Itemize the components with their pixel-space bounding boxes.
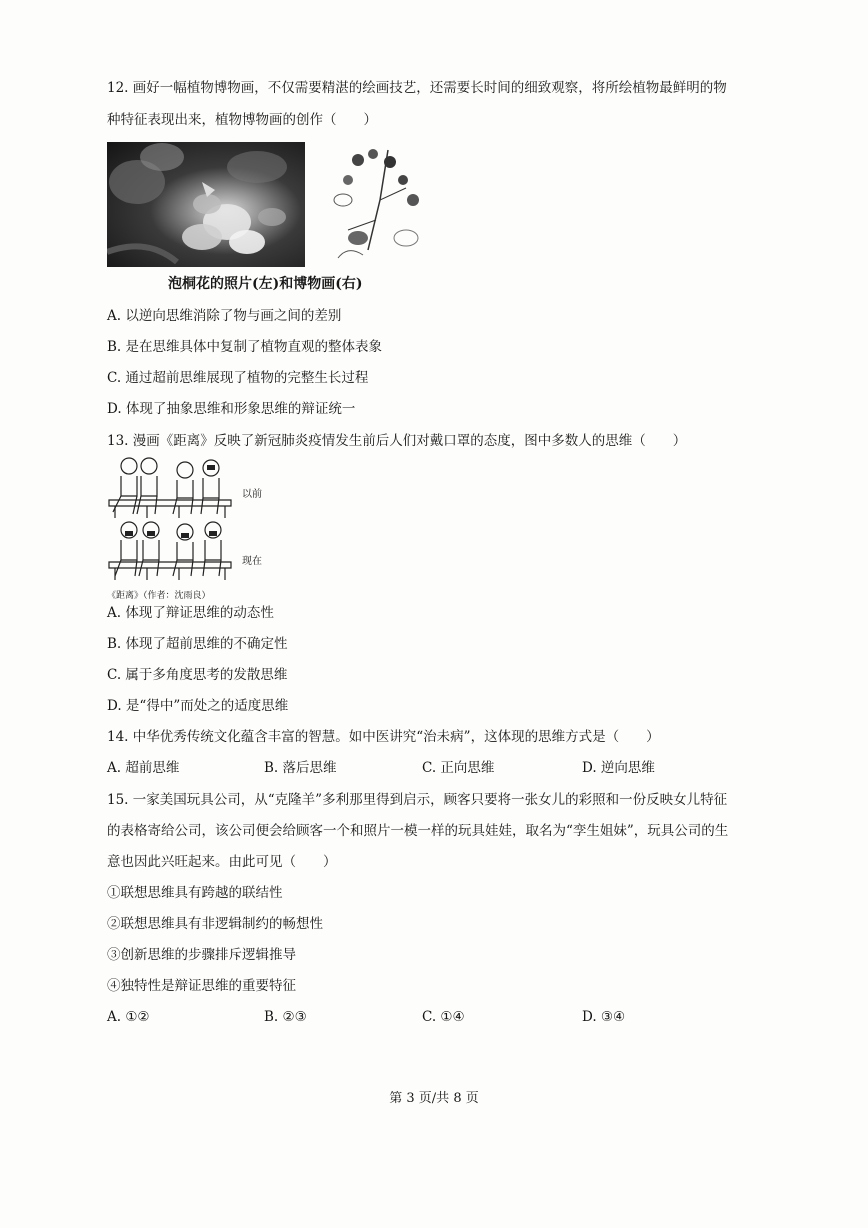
label-now: 现在 — [242, 556, 262, 567]
q14-option-b: B. 落后思维 — [264, 760, 337, 776]
q13-option-c: C. 属于多角度思考的发散思维 — [107, 667, 288, 683]
q12-stem-line2: 种特征表现出来，植物博物画的创作（ ） — [107, 112, 377, 128]
cartoon-now — [107, 518, 237, 586]
q15-option-c: C. ①④ — [422, 1009, 465, 1025]
q14-option-a: A. 超前思维 — [107, 760, 180, 776]
paulownia-photo — [107, 142, 305, 267]
q15-item-3: ③创新思维的步骤排斥逻辑推导 — [107, 947, 296, 963]
page-footer: 第 3 页/共 8 页 — [389, 1091, 479, 1106]
q14-stem-line1: 14. 中华优秀传统文化蕴含丰富的智慧。如中医讲究“治未病”，这体现的思维方式是（ ） — [107, 729, 660, 745]
q15-option-a: A. ①② — [107, 1009, 150, 1025]
q13-option-b: B. 体现了超前思维的不确定性 — [107, 636, 288, 652]
q14-option-c: C. 正向思维 — [422, 760, 495, 776]
q15-stem-line3: 意也因此兴旺起来。由此可见（ ） — [107, 854, 337, 870]
q12-option-c: C. 通过超前思维展现了植物的完整生长过程 — [107, 370, 369, 386]
label-before: 以前 — [242, 489, 262, 500]
q12-option-a: A. 以逆向思维消除了物与画之间的差别 — [107, 308, 342, 324]
q12-figure-caption: 泡桐花的照片(左)和博物画(右) — [168, 276, 363, 292]
cartoon-credit: 《距离》（作者：沈雨良） — [107, 591, 211, 601]
cartoon-before — [107, 456, 237, 524]
q15-item-1: ①联想思维具有跨越的联结性 — [107, 885, 283, 901]
q15-option-d: D. ③④ — [582, 1009, 626, 1025]
paulownia-botanical-drawing — [318, 140, 433, 268]
q15-stem-line2: 的表格寄给公司，该公司便会给顾客一个和照片一模一样的玩具娃娃，取名为“孪生姐妹”，玩具公司的生 — [107, 823, 729, 839]
q13-stem-line1: 13. 漫画《距离》反映了新冠肺炎疫情发生前后人们对戴口罩的态度，图中多数人的思维（ ） — [107, 433, 687, 449]
q14-option-d: D. 逆向思维 — [582, 760, 655, 776]
q15-option-b: B. ②③ — [264, 1009, 307, 1025]
q15-item-4: ④独特性是辩证思维的重要特征 — [107, 978, 296, 994]
q12-option-d: D. 体现了抽象思维和形象思维的辩证统一 — [107, 401, 356, 417]
q13-option-d: D. 是“得中”而处之的适度思维 — [107, 698, 289, 714]
q15-stem-line1: 15. 一家美国玩具公司，从“克隆羊”多利那里得到启示，顾客只要将一张女儿的彩照和一份反映女儿特征 — [107, 792, 728, 808]
q12-stem-line1: 12. 画好一幅植物博物画，不仅需要精湛的绘画技艺，还需要长时间的细致观察，将所绘植物最鲜明的物 — [107, 80, 727, 96]
q12-option-b: B. 是在思维具体中复制了植物直观的整体表象 — [107, 339, 383, 355]
q13-option-a: A. 体现了辩证思维的动态性 — [107, 605, 274, 621]
q15-item-2: ②联想思维具有非逻辑制约的畅想性 — [107, 916, 323, 932]
